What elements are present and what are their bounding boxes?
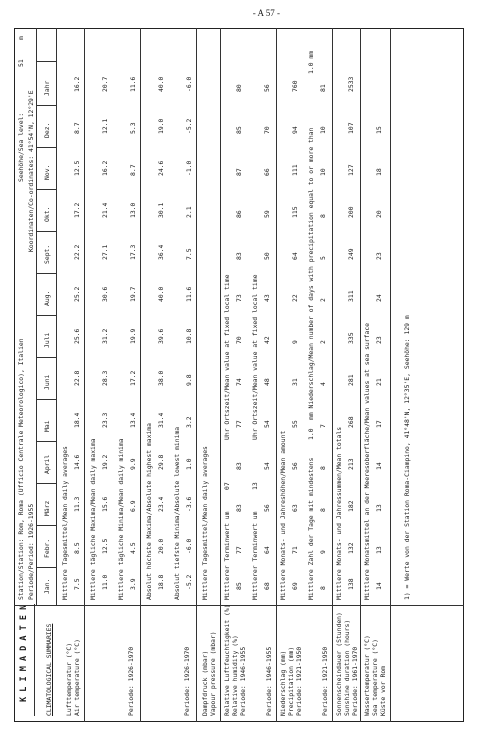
altitude-value: 51 [17, 59, 25, 67]
month-divider [36, 567, 56, 568]
row-label-temp-min: Mittlere tägliche Minima/Mean daily minima [117, 438, 125, 600]
section-rule [276, 28, 277, 606]
header-rule [36, 28, 37, 606]
cell-temp-abs-max-2: 23.4 [157, 496, 165, 512]
label-sunshine-de: Sonnenscheindauer (Stunden) [335, 612, 343, 716]
cell-temp-max-11: 12.1 [101, 118, 109, 134]
cell-temp-max-6: 31.2 [101, 328, 109, 344]
label-vapour-de: Dampfdruck (mbar) [201, 650, 209, 716]
cell-rh-07-6: 70 [235, 336, 243, 344]
cell-temp-abs-max-9: 30.1 [157, 202, 165, 218]
cell-temp-mean-9: 17.2 [73, 202, 81, 218]
cell-precip-days-11: 10 [319, 126, 327, 134]
cell-temp-mean-2: 11.3 [73, 496, 81, 512]
cell-temp-max-0: 11.0 [101, 574, 109, 590]
cell-temp-mean-7: 25.2 [73, 286, 81, 302]
month-header-4: Mai [43, 420, 51, 432]
row-suffix-rh-13: Uhr Ortszeit/Mean value at fixed local time [251, 274, 259, 440]
month-divider [36, 399, 56, 400]
cell-temp-abs-min-5: 9.8 [185, 374, 193, 386]
cell-precip-amount-7: 22 [291, 294, 299, 302]
climate-table [10, 26, 488, 722]
row-suffix-precip-days: mm Niederschlag/Mean number of days with precipitation equal to or more than [307, 127, 315, 420]
row-label-temp-abs-max: Absolut höchste Maxima/Absolute highest maxima [145, 423, 153, 600]
label-precip-en: Precipitation (mm) [287, 646, 295, 716]
section-rule [332, 28, 333, 606]
cell-temp-abs-min-0: -5.2 [185, 574, 193, 590]
label-rh-de: Relative Luftfeuchtigkeit (%) [223, 604, 231, 716]
cell-sunshine-11: 107 [347, 122, 355, 134]
cell-precip-days-2: 8 [319, 508, 327, 512]
row-threshold-precip-days: 1.0 [307, 428, 315, 440]
altitude-label: Seehöhe/Sea level: [17, 112, 25, 182]
cell-sunshine-0: 138 [347, 578, 355, 590]
label-precip-de: Niederschlag (mm) [279, 650, 287, 716]
cell-precip-amount-12: 760 [291, 80, 299, 92]
rotated-table-container [10, 26, 488, 722]
label-precip-period-2: Periode: 1921-1950 [321, 646, 329, 716]
coordinates: Koordinaten/Co-ordinates: 41°54'N, 12°29'E [27, 90, 35, 252]
cell-sea-temp-9: 20 [375, 210, 383, 218]
month-header-12: Jahr [43, 80, 51, 96]
row-label-vapour-mean: Mittlere Tagesmittel/Mean daily averages [201, 446, 209, 600]
altitude-unit: m [17, 36, 25, 40]
cell-sea-temp-5: 21 [375, 378, 383, 386]
cell-sea-temp-2: 13 [375, 504, 383, 512]
cell-temp-min-11: 5.3 [129, 122, 137, 134]
cell-temp-min-0: 3.9 [129, 578, 137, 590]
cell-temp-abs-min-2: -3.6 [185, 496, 193, 512]
month-divider [36, 105, 56, 106]
left-column-divider [14, 605, 464, 606]
cell-temp-mean-11: 8.7 [73, 122, 81, 134]
month-divider [36, 357, 56, 358]
page-number: - A 57 - [252, 8, 280, 18]
row-label-rh-07: Mittlerer Terminwert um [223, 511, 231, 600]
cell-precip-amount-8: 64 [291, 252, 299, 260]
month-divider [36, 483, 56, 484]
cell-temp-min-12: 11.6 [129, 76, 137, 92]
month-header-10: Nov. [43, 164, 51, 180]
cell-precip-days-7: 2 [319, 298, 327, 302]
month-divider [36, 441, 56, 442]
left-section-rule [140, 606, 141, 722]
cell-temp-abs-min-9: 2.1 [185, 206, 193, 218]
cell-precip-amount-9: 115 [291, 206, 299, 218]
label-rh-period-2: Periode: 1946-1955 [265, 646, 273, 716]
cell-temp-abs-max-8: 36.4 [157, 244, 165, 260]
row-unit-precip-days: 1.0 mm [307, 50, 315, 74]
cell-precip-amount-10: 111 [291, 164, 299, 176]
cell-rh-07-8: 83 [235, 252, 243, 260]
section-rule [220, 28, 221, 606]
cell-precip-days-1: 9 [319, 550, 327, 554]
row-label-sea-temp: Mittlere Monatsmittel an der Meeresoberfläche/Mean values at sea surface [363, 322, 371, 600]
cell-temp-abs-min-11: -5.2 [185, 118, 193, 134]
month-divider [36, 525, 56, 526]
cell-precip-days-3: 8 [319, 466, 327, 470]
cell-rh-07-12: 80 [235, 84, 243, 92]
cell-temp-abs-min-4: 3.2 [185, 416, 193, 428]
cell-precip-amount-1: 71 [291, 546, 299, 554]
cell-precip-amount-3: 56 [291, 462, 299, 470]
cell-temp-max-1: 12.5 [101, 538, 109, 554]
cell-temp-abs-max-3: 29.8 [157, 454, 165, 470]
month-header-7: Aug. [43, 290, 51, 306]
cell-temp-mean-4: 18.4 [73, 412, 81, 428]
month-divider [36, 273, 56, 274]
cell-temp-abs-max-1: 20.0 [157, 538, 165, 554]
cell-temp-mean-10: 12.5 [73, 160, 81, 176]
section-rule [140, 28, 141, 606]
month-header-6: Juli [43, 332, 51, 348]
month-divider [36, 231, 56, 232]
month-header-5: Juni [43, 374, 51, 390]
cell-rh-07-5: 74 [235, 378, 243, 386]
cell-precip-amount-0: 69 [291, 582, 299, 590]
cell-temp-min-2: 6.9 [129, 500, 137, 512]
cell-temp-min-1: 4.5 [129, 542, 137, 554]
cell-temp-abs-min-6: 10.8 [185, 328, 193, 344]
cell-temp-abs-min-7: 11.6 [185, 286, 193, 302]
cell-temp-min-9: 13.0 [129, 202, 137, 218]
month-header-rule [56, 28, 57, 606]
cell-sea-temp-10: 18 [375, 168, 383, 176]
month-header-8: Sept. [43, 244, 51, 264]
cell-temp-abs-max-7: 40.0 [157, 286, 165, 302]
label-air-temp-en: Air temperature (°C) [73, 639, 81, 716]
section-rule [84, 28, 85, 606]
cell-sea-temp-11: 15 [375, 126, 383, 134]
row-label-temp-mean: Mittlere Tagesmittel/Mean daily averages [61, 446, 69, 600]
month-header-9: Okt. [43, 206, 51, 222]
label-sea-de: Wassertemperatur (°C) [363, 635, 371, 716]
left-section-rule [360, 606, 361, 722]
left-section-rule [276, 606, 277, 722]
label-rh-en: Relative humidity (%) [231, 635, 239, 716]
cell-rh-13-9: 59 [263, 210, 271, 218]
cell-sunshine-2: 182 [347, 500, 355, 512]
cell-rh-13-0: 68 [263, 582, 271, 590]
section-rule [390, 28, 391, 606]
cell-temp-max-10: 16.2 [101, 160, 109, 176]
cell-temp-max-5: 28.3 [101, 370, 109, 386]
cell-temp-mean-8: 22.2 [73, 244, 81, 260]
cell-precip-amount-6: 9 [291, 340, 299, 344]
cell-temp-min-5: 17.2 [129, 370, 137, 386]
period-header: Periode/Period: 1926-1955 [27, 503, 35, 600]
cell-temp-mean-3: 14.6 [73, 454, 81, 470]
cell-rh-13-8: 50 [263, 252, 271, 260]
cell-precip-days-12: 81 [319, 84, 327, 92]
label-vapour-en: Vapour pressure (mbar) [209, 631, 217, 716]
cell-rh-07-2: 83 [235, 504, 243, 512]
label-sea-coast: Küste vor Rom [379, 665, 387, 716]
month-divider [36, 315, 56, 316]
cell-temp-min-3: 9.9 [129, 458, 137, 470]
cell-sunshine-9: 200 [347, 206, 355, 218]
subtitle-climatological: CLIMATOLOGICAL SUMMARIES [45, 623, 53, 716]
cell-temp-abs-max-0: 18.8 [157, 574, 165, 590]
cell-precip-days-8: 5 [319, 256, 327, 260]
cell-rh-07-9: 86 [235, 210, 243, 218]
cell-sea-temp-3: 14 [375, 462, 383, 470]
cell-precip-days-9: 8 [319, 214, 327, 218]
cell-temp-abs-min-8: 7.5 [185, 248, 193, 260]
row-suffix-rh-07: Uhr Ortszeit/Mean value at fixed local time [223, 274, 231, 440]
cell-sunshine-3: 213 [347, 458, 355, 470]
label-period-temp-2: Periode: 1926-1970 [183, 646, 191, 716]
month-divider-last [36, 61, 56, 62]
title-klimadaten: K L I M A D A T E N [19, 604, 29, 702]
month-divider [36, 147, 56, 148]
label-sunshine-en: Sunshine duration (hours) [343, 619, 351, 716]
station-name: Station/Station: Rom, Roma (Ufficio Centrale Meteorologico), Italien [17, 338, 25, 600]
row-label-sunshine: Mittlere Monats- und Jahressummen/Mean totals [335, 426, 343, 600]
cell-temp-abs-max-6: 39.6 [157, 328, 165, 344]
cell-temp-max-7: 30.6 [101, 286, 109, 302]
cell-precip-amount-4: 55 [291, 420, 299, 428]
cell-sunshine-10: 127 [347, 164, 355, 176]
cell-rh-13-2: 56 [263, 504, 271, 512]
month-header-1: Febr. [43, 538, 51, 558]
cell-sunshine-1: 132 [347, 542, 355, 554]
cell-rh-13-7: 43 [263, 294, 271, 302]
cell-rh-13-6: 42 [263, 336, 271, 344]
cell-temp-abs-max-12: 40.0 [157, 76, 165, 92]
label-precip-period: Periode: 1921-1950 [295, 646, 303, 716]
cell-temp-max-4: 23.3 [101, 412, 109, 428]
cell-precip-amount-2: 63 [291, 504, 299, 512]
left-section-rule [390, 606, 391, 722]
cell-sunshine-5: 281 [347, 374, 355, 386]
cell-temp-mean-1: 8.5 [73, 542, 81, 554]
row-time-rh-13: 13 [251, 482, 259, 490]
section-rule [196, 28, 197, 606]
cell-temp-abs-min-3: 1.0 [185, 458, 193, 470]
cell-precip-days-5: 4 [319, 382, 327, 386]
cell-temp-max-2: 15.6 [101, 496, 109, 512]
cell-precip-amount-11: 94 [291, 126, 299, 134]
cell-rh-13-3: 54 [263, 462, 271, 470]
month-header-0: Jan. [43, 578, 51, 594]
cell-temp-max-12: 20.7 [101, 76, 109, 92]
cell-sunshine-6: 335 [347, 332, 355, 344]
row-label-temp-max: Mittlere tägliche Maxima/Mean daily maxima [89, 438, 97, 600]
cell-rh-07-7: 73 [235, 294, 243, 302]
cell-temp-mean-5: 22.8 [73, 370, 81, 386]
cell-temp-abs-max-11: 19.0 [157, 118, 165, 134]
cell-temp-abs-min-12: -6.0 [185, 76, 193, 92]
cell-rh-13-11: 70 [263, 126, 271, 134]
cell-temp-min-4: 13.4 [129, 412, 137, 428]
cell-rh-13-5: 48 [263, 378, 271, 386]
cell-temp-max-8: 27.1 [101, 244, 109, 260]
cell-rh-13-12: 56 [263, 84, 271, 92]
cell-precip-days-6: 2 [319, 340, 327, 344]
cell-sea-temp-1: 13 [375, 546, 383, 554]
cell-temp-min-8: 17.3 [129, 244, 137, 260]
cell-temp-mean-12: 16.2 [73, 76, 81, 92]
cell-rh-07-4: 77 [235, 420, 243, 428]
cell-temp-abs-max-4: 31.4 [157, 412, 165, 428]
cell-sea-temp-7: 24 [375, 294, 383, 302]
left-section-rule [220, 606, 221, 722]
cell-sea-temp-0: 14 [375, 582, 383, 590]
cell-rh-13-1: 64 [263, 546, 271, 554]
cell-rh-13-4: 54 [263, 420, 271, 428]
cell-rh-07-10: 87 [235, 168, 243, 176]
label-period-temp: Periode: 1926-1970 [127, 646, 135, 716]
cell-temp-min-6: 19.9 [129, 328, 137, 344]
cell-sunshine-12: 2533 [347, 76, 355, 92]
row-time-rh-07: 07 [223, 482, 231, 490]
cell-rh-07-1: 77 [235, 546, 243, 554]
cell-precip-amount-5: 31 [291, 378, 299, 386]
cell-temp-min-10: 8.7 [129, 164, 137, 176]
cell-temp-abs-min-1: -6.0 [185, 538, 193, 554]
cell-temp-abs-max-10: 24.6 [157, 160, 165, 176]
month-header-11: Dez. [43, 122, 51, 138]
cell-temp-mean-0: 7.5 [73, 578, 81, 590]
cell-sunshine-8: 249 [347, 248, 355, 260]
section-rule [360, 28, 361, 606]
row-label-precip-days: Mittlere Zahl der Tage mit mindestens [307, 457, 315, 600]
row-label-temp-abs-min: Absolut tiefste Minima/Absolute lowest minima [173, 426, 181, 600]
cell-rh-07-11: 85 [235, 126, 243, 134]
label-sea-en: Sea temperature (°C) [371, 639, 379, 716]
cell-temp-abs-max-5: 38.0 [157, 370, 165, 386]
cell-precip-days-10: 10 [319, 168, 327, 176]
month-header-2: März [43, 500, 51, 516]
cell-sunshine-4: 268 [347, 416, 355, 428]
label-sunshine-period: Periode: 1961-1970 [351, 646, 359, 716]
footnote: 1) = Werte von der Station Roma-Ciampino, 41°48'N, 12°35'E, Seehöhe: 129 m [403, 315, 411, 600]
cell-sunshine-7: 311 [347, 290, 355, 302]
cell-temp-abs-min-10: -1.0 [185, 160, 193, 176]
cell-temp-max-9: 21.4 [101, 202, 109, 218]
title-underline [34, 604, 35, 716]
cell-precip-days-4: 7 [319, 424, 327, 428]
row-label-precip-amount: Mittlere Monats- und Jahreshöhen/Mean amount [279, 430, 287, 600]
label-air-temp-de: Lufttemperatur (°C) [65, 642, 73, 716]
left-section-rule [84, 606, 85, 722]
cell-precip-days-0: 8 [319, 586, 327, 590]
cell-rh-13-10: 66 [263, 168, 271, 176]
cell-sea-temp-4: 17 [375, 420, 383, 428]
month-header-3: April [43, 454, 51, 474]
cell-rh-07-3: 83 [235, 462, 243, 470]
cell-temp-min-7: 19.7 [129, 286, 137, 302]
cell-temp-mean-6: 25.6 [73, 328, 81, 344]
cell-sea-temp-8: 23 [375, 252, 383, 260]
cell-sea-temp-6: 23 [375, 336, 383, 344]
label-rh-period: Periode: 1946-1955 [239, 646, 247, 716]
left-section-rule [196, 606, 197, 722]
cell-rh-07-0: 85 [235, 582, 243, 590]
row-label-rh-13: Mittlerer Terminwert um [251, 511, 259, 600]
left-section-rule [332, 606, 333, 722]
month-divider [36, 189, 56, 190]
cell-temp-max-3: 19.2 [101, 454, 109, 470]
